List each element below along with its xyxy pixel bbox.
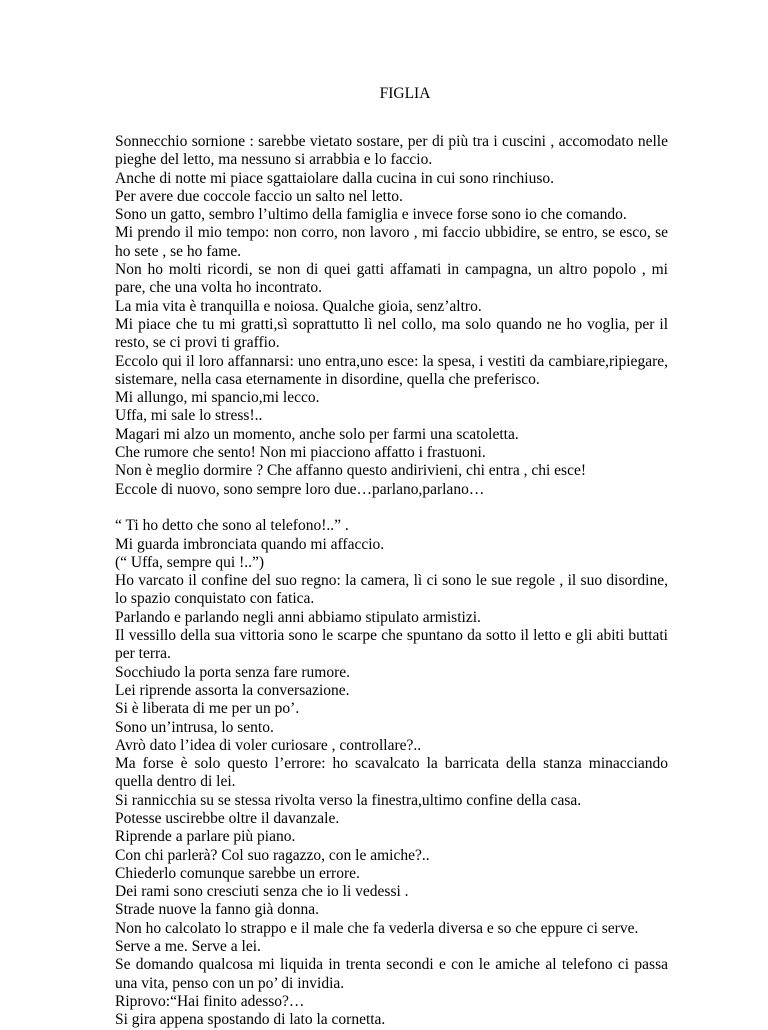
paragraph: Parlando e parlando negli anni abbiamo stipulato armistizi. <box>115 608 481 626</box>
paragraph: Non ho molti ricordi, se non di quei gatti affamati in campagna, un altro popolo , mi pare, che una volta ho incontrato. <box>115 261 668 297</box>
paragraph: Sonnecchio sornione : sarebbe vietato sostare, per di più tra i cuscini , accomodato nelle pieghe del letto, ma nessuno si arrabbia e lo faccio. <box>115 133 668 169</box>
paragraph: Lei riprende assorta la conversazione. <box>115 681 350 699</box>
paragraph: Riprovo:“Hai finito adesso?… <box>115 992 305 1010</box>
blank-line <box>115 499 668 517</box>
paragraph: Uffa, mi sale lo stress!.. <box>115 407 263 425</box>
document-body <box>115 133 668 1030</box>
paragraph: Chiederlo comunque sarebbe un errore. <box>115 864 360 882</box>
paragraph: Anche di notte mi piace sgattaiolare dalla cucina in cui sono rinchiuso. <box>115 169 555 187</box>
paragraph: Si rannicchia su se stessa rivolta verso la finestra,ultimo confine della casa. <box>115 791 582 809</box>
paragraph: Mi guarda imbronciata quando mi affaccio. <box>115 535 385 553</box>
paragraph: Se domando qualcosa mi liquida in trenta secondi e con le amiche al telefono ci passa una vita, penso con un po’ di invidia. <box>115 956 668 992</box>
paragraph: Ho varcato il confine del suo regno: la camera, lì ci sono le sue regole , il suo disordine, lo spazio conquistato con fatica. <box>115 572 668 608</box>
paragraph: Mi prendo il mio tempo: non corro, non lavoro , mi faccio ubbidire, se entro, se esco, se ho sete , se ho fame. <box>115 224 668 260</box>
paragraph: Mi piace che tu mi gratti,sì soprattutto lì nel collo, ma solo quando ne ho voglia, per il resto, se ci provi ti graffio. <box>115 315 668 352</box>
paragraph: Eccolo qui il loro affannarsi: uno entra,uno esce: la spesa, i vestiti da cambiare,ripiegare, sistemare, nella casa eternamente in disordine, quella che preferisco. <box>115 352 668 388</box>
paragraph: Potesse uscirebbe oltre il davanzale. <box>115 809 340 827</box>
paragraph: Eccole di nuovo, sono sempre loro due…parlano,parlano… <box>115 480 485 498</box>
paragraph: Socchiudo la porta senza fare rumore. <box>115 663 350 681</box>
paragraph: Mi allungo, mi spancio,mi lecco. <box>115 389 320 407</box>
paragraph: Non ho calcolato lo strappo e il male che fa vederla diversa e so che eppure ci serve. <box>115 919 639 937</box>
paragraph: “ Ti ho detto che sono al telefono!..” . <box>115 517 349 535</box>
paragraph: Che rumore che sento! Non mi piacciono affatto i frastuoni. <box>115 444 486 462</box>
paragraph: Magari mi alzo un momento, anche solo per farmi una scatoletta. <box>115 425 519 443</box>
document-title: FIGLIA <box>379 85 431 102</box>
paragraph: Si gira appena spostando di lato la cornetta. <box>115 1011 386 1029</box>
paragraph: Con chi parlerà? Col suo ragazzo, con le amiche?.. <box>115 846 430 864</box>
paragraph: Sono un gatto, sembro l’ultimo della famiglia e invece forse sono io che comando. <box>115 206 627 224</box>
paragraph: La mia vita è tranquilla e noiosa. Qualche gioia, senz’altro. <box>115 297 482 315</box>
paragraph: Sono un’intrusa, lo sento. <box>115 718 274 736</box>
paragraph: Ma forse è solo questo l’errore: ho scavalcato la barricata della stanza minacciando quella dentro di lei. <box>115 755 668 791</box>
paragraph: Strade nuove la fanno già donna. <box>115 901 320 919</box>
paragraph: Dei rami sono cresciuti senza che io li vedessi . <box>115 883 409 901</box>
paragraph: Non è meglio dormire ? Che affanno questo andirivieni, chi entra , chi esce! <box>115 462 587 480</box>
paragraph: Per avere due coccole faccio un salto nel letto. <box>115 187 403 205</box>
paragraph: Il vessillo della sua vittoria sono le scarpe che spuntano da sotto il letto e gli abiti buttati per terra. <box>115 627 668 663</box>
paragraph: Riprende a parlare più piano. <box>115 828 296 846</box>
paragraph: (“ Uffa, sempre qui !..”) <box>115 553 265 571</box>
paragraph: Serve a me. Serve a lei. <box>115 938 261 956</box>
paragraph: Avrò dato l’idea di voler curiosare , controllare?.. <box>115 736 422 754</box>
paragraph: Si è liberata di me per un po’. <box>115 700 300 718</box>
